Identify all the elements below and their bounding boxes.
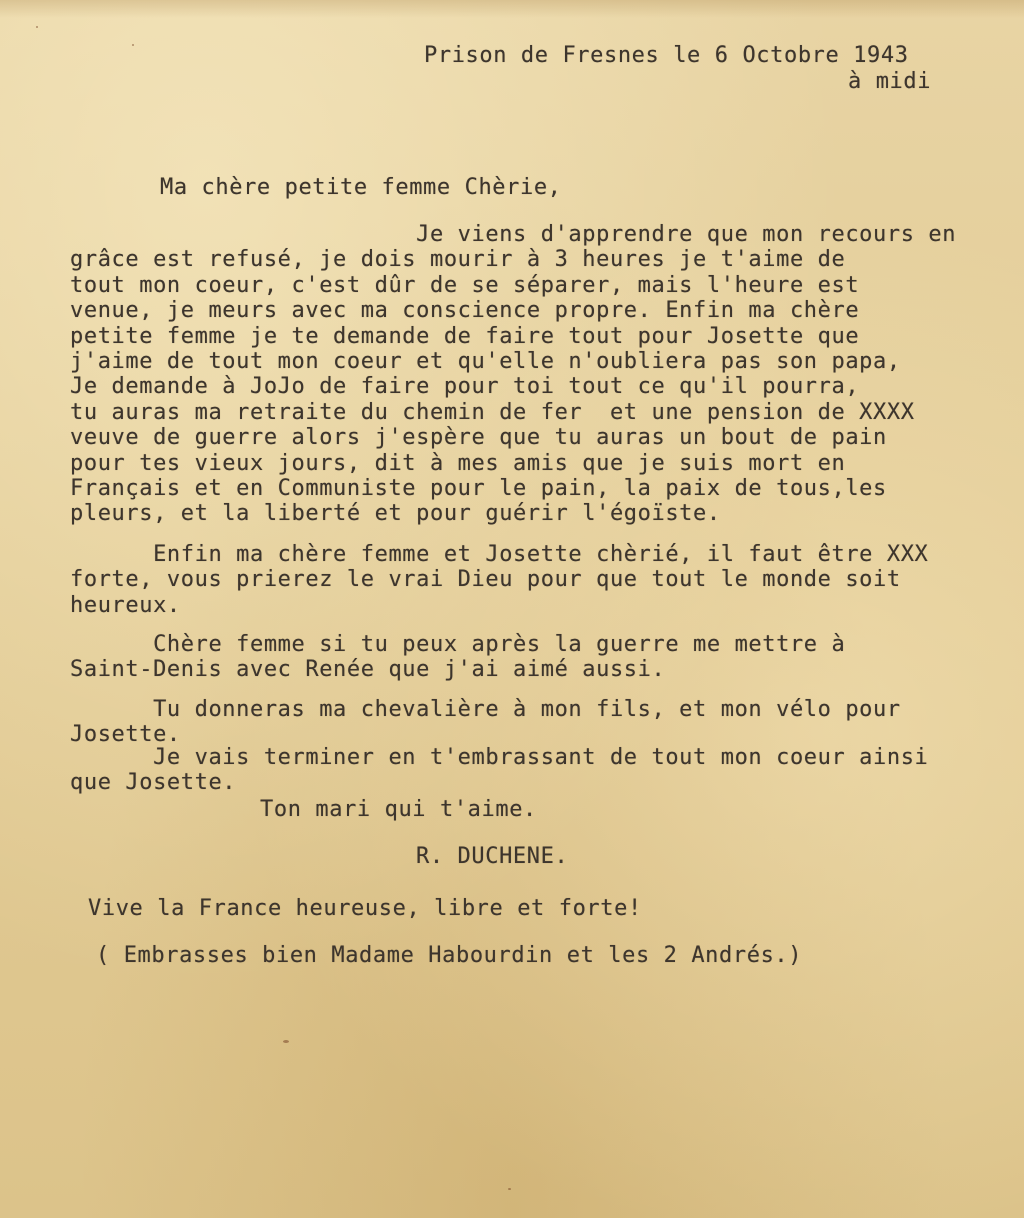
letter-signature: R. DUCHENE. — [416, 844, 569, 869]
letter-paragraph: Je vais terminer en t'embrassant de tout mon coeur ainsi que Josette. — [70, 745, 929, 796]
letter-paragraph: Enfin ma chère femme et Josette chèrié, il faut être XXX forte, vous prierez le vrai Dieu pour que tout le monde soit heureux. — [70, 542, 929, 618]
letter-time-line: à midi — [848, 69, 932, 94]
letter-salutation: Ma chère petite femme Chèrie, — [160, 175, 562, 200]
letter-postscript: ( Embrasses bien Madame Habourdin et les 2 Andrés.) — [96, 943, 803, 968]
letter-closing: Ton mari qui t'aime. — [260, 797, 537, 822]
letter-paragraph: Tu donneras ma chevalière à mon fils, et mon vélo pour Josette. — [70, 697, 901, 748]
paper-speck — [508, 1188, 511, 1190]
letter-paragraph: Chère femme si tu peux après la guerre me mettre à Saint-Denis avec Renée que j'ai aimé aussi. — [70, 632, 846, 683]
letter-date-line: Prison de Fresnes le 6 Octobre 1943 — [424, 43, 909, 68]
paper-speck — [36, 26, 38, 28]
paper-speck — [283, 1040, 289, 1043]
paper-edge-shading — [0, 0, 1024, 18]
letter-paragraph: Je viens d'apprendre que mon recours en grâce est refusé, je dois mourir à 3 heures je t'aime de tout mon coeur, c'est dûr de se séparer, mais l'heure est venue, je meurs avec ma conscience propre. Enfin ma chère petite femme je te demande de faire tout pour Josette que j'aime de tout mon coeur et qu'elle n'oubliera pas son papa, Je demande à JoJo de faire pour toi tout ce qu'il pourra, tu auras ma retraite du chemin de fer et une pension de XXXX veuve de guerre alors j'espère que tu auras un bout de pain pour tes vieux jours, dit à mes amis que je suis mort en Français et en Communiste pour le pain, la paix de tous,les pleurs, et la liberté et pour guérir l'égoïste. — [70, 222, 957, 527]
letter-slogan: Vive la France heureuse, libre et forte! — [88, 896, 642, 921]
paper-speck — [132, 44, 134, 46]
